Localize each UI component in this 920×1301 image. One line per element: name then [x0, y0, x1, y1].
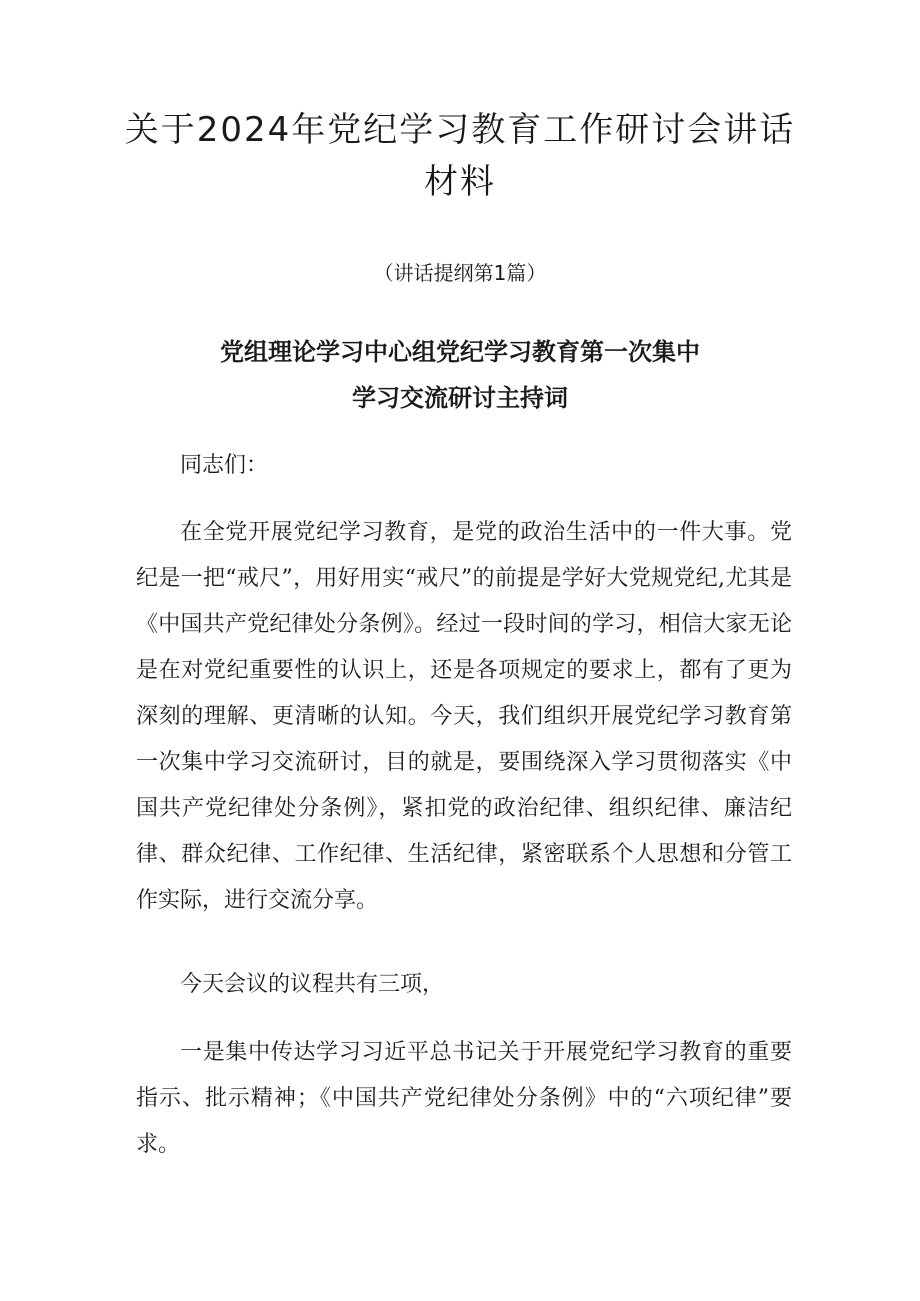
section-heading-line-1: 党组理论学习中心组党纪学习教育第一次集中: [220, 338, 700, 366]
section-heading-line-2: 学习交流研讨主持词: [352, 384, 568, 412]
document-title-line-1: 关于2024年党纪学习教育工作研讨会讲话: [124, 110, 796, 150]
paragraph-intro: 在全党开展党纪学习教育，是党的政治生活中的一件大事。党纪是一把“戒尺”，用好用实“戒尺”的前提是学好大党规党纪,尤其是《中国共产党纪律处分条例》。经过一段时间的学习，相信大家无论是在对党纪重要性的认识上，还是各项规定的要求上，都有了更为深刻的理解、更清晰的认知。今天，我们组织开展党纪学习教育第一次集中学习交流研讨，目的就是，要围绕深入学习贯彻落实《中国共产党纪律处分条例》，紧扣党的政治纪律、组织纪律、廉洁纪律、群众纪律、工作纪律、生活纪律，紧密联系个人思想和分管工作实际，进行交流分享。: [136, 520, 792, 913]
document-subtitle: （讲话提纲第1篇）: [373, 261, 547, 285]
paragraph-agenda: 今天会议的议程共有三项，: [180, 972, 445, 997]
greeting: 同志们：: [180, 453, 269, 478]
paragraph-item-one: 一是集中传达学习习近平总书记关于开展党纪学习教育的重要指示、批示精神；《中国共产党纪律处分条例》中的“六项纪律”要求。: [136, 1040, 792, 1157]
document-title-line-2: 材料: [424, 162, 496, 202]
